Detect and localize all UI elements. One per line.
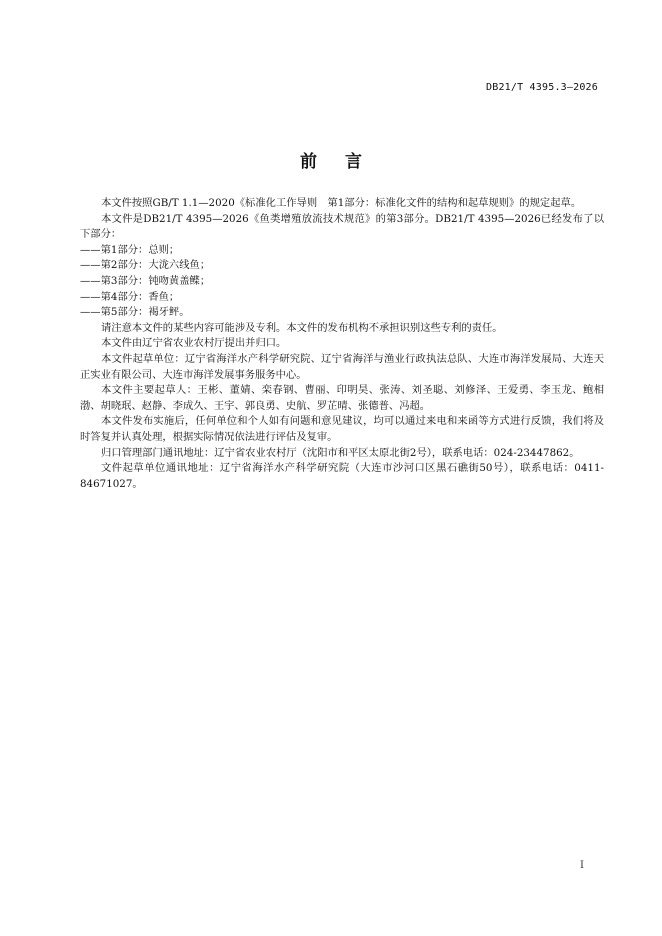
paragraph-proposer: 本文件由辽宁省农业农村厅提出并归口。 <box>101 337 287 350</box>
list-item-part-3: ——第3部分：钝吻黄盖鲽； <box>80 274 211 287</box>
paragraph-drafting-rules: 本文件按照GB/T 1.1—2020《标准化工作导则 第1部分：标准化文件的结构和起草规则》的规定起草。 <box>101 197 582 209</box>
list-item-part-2: ——第2部分：大泷六线鱼； <box>80 259 211 272</box>
paragraph-series-info: 本文件是DB21/T 4395—2026《鱼类增殖放流技术规范》的第3部分。DB21/T 4395—2026已经发布了以下部分： <box>80 212 604 241</box>
page-title: 前言 <box>300 152 390 172</box>
paragraph-drafting-units: 本文件起草单位：辽宁省海洋水产科学研究院、辽宁省海洋与渔业行政执法总队、大连市海洋发展局、大连天正实业有限公司、大连市海洋发展事务服务中心。 <box>80 352 604 381</box>
list-item-part-1: ——第1部分：总则； <box>80 243 180 256</box>
paragraph-admin-address: 归口管理部门通讯地址：辽宁省农业农村厅（沈阳市和平区太原北街2号），联系电话：024-23447862。 <box>101 446 580 459</box>
foreword-body <box>80 196 604 492</box>
paragraph-drafters: 本文件主要起草人：王彬、董婧、栾春钢、曹丽、印明昊、张涛、刘圣聪、刘修泽、王爱勇、李玉龙、鲍相渤、胡晓珉、赵静、李成久、王宇、郭良勇、史航、罗芷晴、张德普、冯超。 <box>80 384 604 412</box>
list-item-part-4: ——第4部分：香鱼； <box>80 290 180 303</box>
paragraph-patent-notice: 请注意本文件的某些内容可能涉及专利。本文件的发布机构不承担识别这些专利的责任。 <box>101 321 503 334</box>
paragraph-drafter-address: 文件起草单位通讯地址：辽宁省海洋水产科学研究院（大连市沙河口区黑石礁街50号），联系电话：0411-84671027。 <box>80 462 604 490</box>
document-code: DB21/T 4395.3—2026 <box>486 82 598 93</box>
paragraph-feedback: 本文件发布实施后，任何单位和个人如有问题和意见建议，均可以通过来电和来函等方式进行反馈，我们将及时答复并认真处理，根据实际情况依法进行评估及复审。 <box>80 415 604 443</box>
list-item-part-5: ——第5部分：褐牙鲆。 <box>80 306 190 319</box>
page-number: I <box>580 860 584 871</box>
